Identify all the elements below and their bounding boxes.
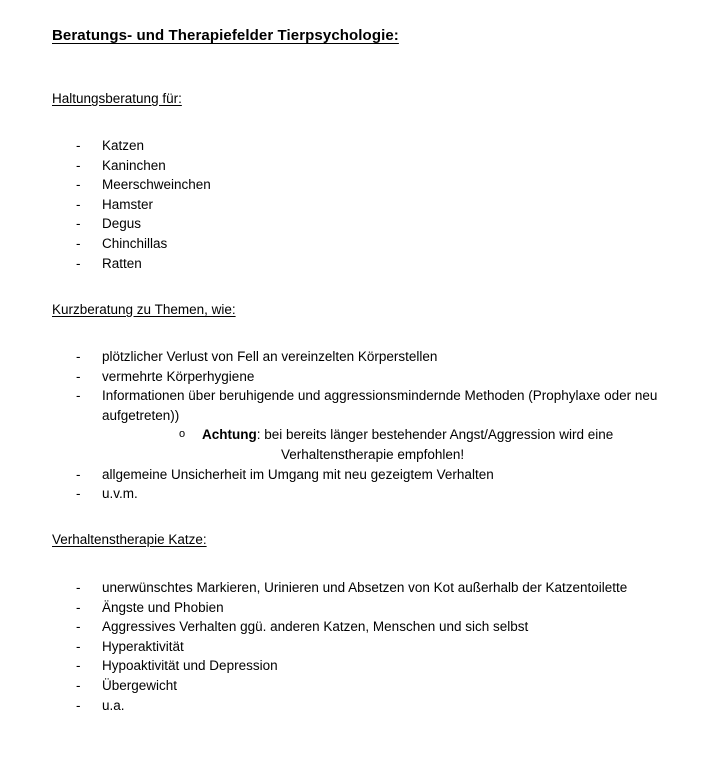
bullet-list <box>52 136 211 273</box>
list-item-label: Ängste und Phobien <box>102 599 224 615</box>
list-item <box>52 156 211 176</box>
bullet-list <box>52 578 627 715</box>
list-item-label: Aggressives Verhalten ggü. anderen Katzen, Menschen und sich selbst <box>102 619 529 635</box>
section-heading: Verhaltenstherapie Katze: <box>52 532 207 547</box>
list-item <box>52 254 211 274</box>
list-item <box>52 195 211 215</box>
list-item-label: Hamster <box>102 196 154 212</box>
list-item <box>52 386 711 464</box>
dash-bullet-icon: - <box>76 619 81 635</box>
dash-bullet-icon: - <box>76 486 81 502</box>
list-item <box>52 367 711 387</box>
section-list-wrapper <box>52 578 627 715</box>
sub-list-item-label: : bei bereits länger bestehender Angst/Aggression wird eine <box>256 427 614 443</box>
dash-bullet-icon: - <box>76 157 81 173</box>
list-item <box>52 347 711 367</box>
page-title: Beratungs- und Therapiefelder Tierpsychologie: <box>52 27 399 44</box>
list-item-label: allgemeine Unsicherheit im Umgang mit neu gezeigtem Verhalten <box>102 466 494 482</box>
list-item-label: Übergewicht <box>102 677 178 693</box>
dash-bullet-icon: - <box>76 638 81 654</box>
list-item-label: unerwünschtes Markieren, Urinieren und Absetzen von Kot außerhalb der Katzentoilette <box>102 580 628 595</box>
list-item <box>52 696 627 716</box>
sub-bullet-list <box>102 425 711 464</box>
circle-bullet-icon: o <box>179 428 186 441</box>
dash-bullet-icon: - <box>76 580 81 595</box>
dash-bullet-icon: - <box>76 255 81 271</box>
list-item-label: Meerschweinchen <box>102 177 211 193</box>
list-item-label: Katzen <box>102 138 145 153</box>
list-item <box>52 656 627 676</box>
list-item <box>52 676 627 696</box>
dash-bullet-icon: - <box>76 697 81 713</box>
list-item <box>52 234 211 254</box>
list-item-label: plötzlicher Verlust von Fell an vereinzelten Körperstellen <box>102 349 438 364</box>
dash-bullet-icon: - <box>76 466 81 482</box>
section-verhaltenstherapie-katze <box>52 531 627 715</box>
list-item-label: u.v.m. <box>102 486 138 502</box>
sub-list-item-continuation: Verhaltenstherapie empfohlen! <box>281 446 465 462</box>
list-item-label: Informationen über beruhigende und aggressionsmindernde Methoden (Prophylaxe oder neu aufgetreten)) <box>102 388 658 423</box>
section-heading: Kurzberatung zu Themen, wie: <box>52 302 236 317</box>
dash-bullet-icon: - <box>76 368 81 384</box>
sub-list-item-emphasis: Achtung <box>202 427 257 443</box>
section-haltungsberatung <box>52 90 211 273</box>
section-list-wrapper <box>52 136 211 273</box>
list-item <box>52 617 627 637</box>
dash-bullet-icon: - <box>76 177 81 193</box>
section-kurzberatung <box>52 301 711 504</box>
list-item-label: Degus <box>102 216 142 232</box>
list-item-label: Chinchillas <box>102 235 168 251</box>
dash-bullet-icon: - <box>76 196 81 212</box>
dash-bullet-icon: - <box>76 658 81 674</box>
bullet-list <box>52 347 711 504</box>
dash-bullet-icon: - <box>76 388 81 404</box>
dash-bullet-icon: - <box>76 349 81 364</box>
dash-bullet-icon: - <box>76 235 81 251</box>
list-item-label: Hypoaktivität und Depression <box>102 658 278 674</box>
sub-list-item <box>102 425 711 464</box>
dash-bullet-icon: - <box>76 599 81 615</box>
list-item <box>52 637 627 657</box>
list-item-label: Ratten <box>102 255 142 271</box>
list-item-label: u.a. <box>102 697 125 713</box>
list-item <box>52 175 211 195</box>
list-item-label: Kaninchen <box>102 157 166 173</box>
list-item <box>52 578 627 598</box>
list-item <box>52 214 211 234</box>
list-item <box>52 465 711 485</box>
section-list-wrapper <box>52 347 711 504</box>
dash-bullet-icon: - <box>76 677 81 693</box>
list-item <box>52 484 711 504</box>
dash-bullet-icon: - <box>76 138 81 153</box>
dash-bullet-icon: - <box>76 216 81 232</box>
list-item <box>52 136 211 156</box>
list-item <box>52 598 627 618</box>
list-item-label: Hyperaktivität <box>102 638 184 654</box>
section-heading: Haltungsberatung für: <box>52 91 182 106</box>
list-item-label: vermehrte Körperhygiene <box>102 368 255 384</box>
